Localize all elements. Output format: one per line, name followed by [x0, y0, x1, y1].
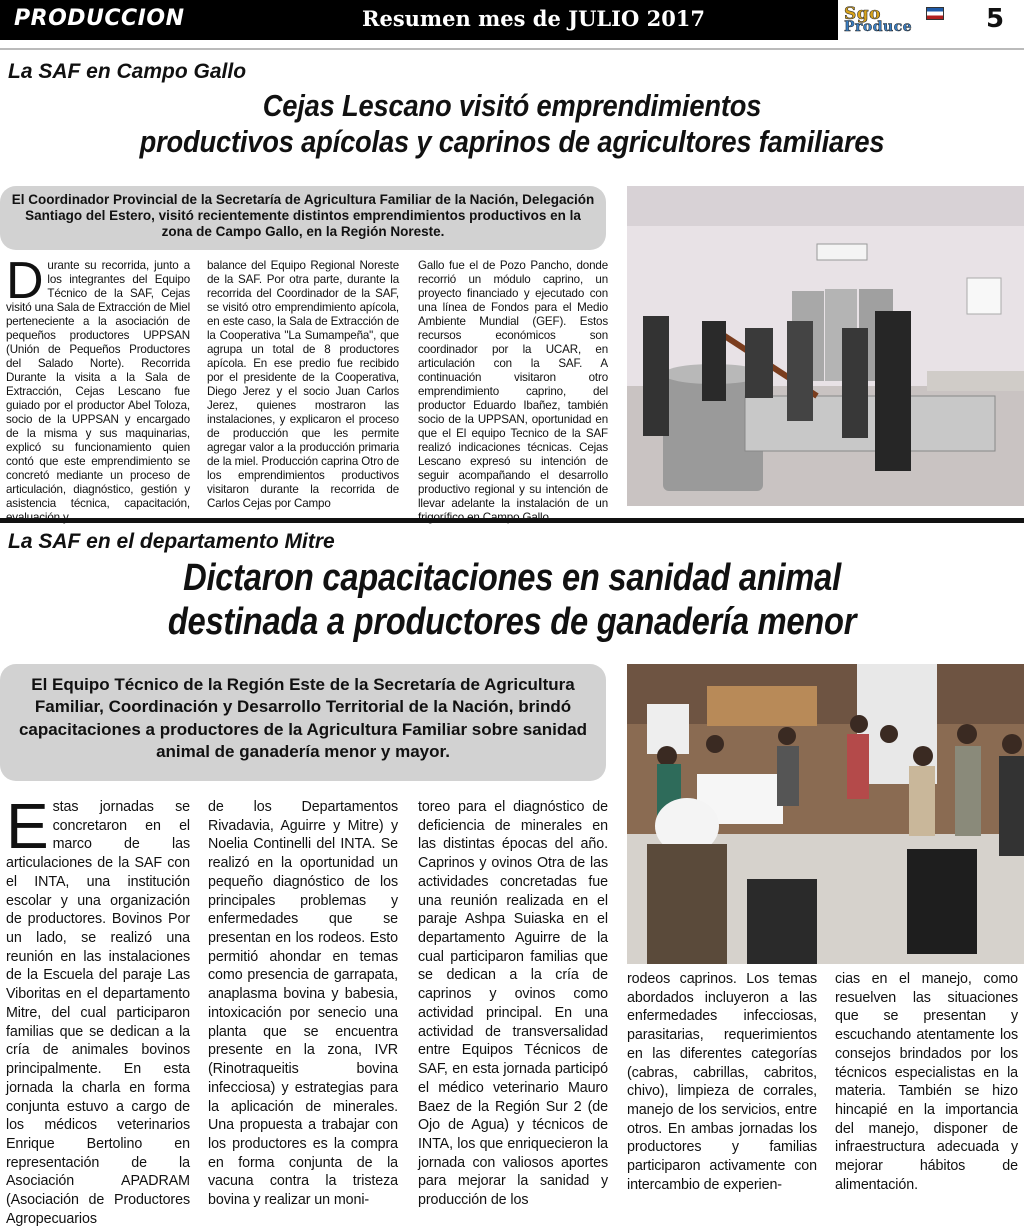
page-number: 5: [986, 4, 1005, 34]
article1-photo: [627, 186, 1024, 506]
article1-headline-line1: Cejas Lescano visitó emprendimientos: [262, 88, 762, 123]
article2-kicker: La SAF en el departamento Mitre: [8, 530, 335, 553]
page-header: [0, 0, 1024, 40]
section-label: PRODUCCION: [14, 6, 185, 31]
header-rule: [0, 48, 1024, 50]
article1-kicker: La SAF en Campo Gallo: [8, 60, 247, 83]
flag-icon: [926, 7, 944, 20]
article2-dropcap: E: [6, 790, 49, 862]
article2-column-5: cias en el manejo, como resuelven las situaciones que se presentan y escuchando atentamente los consejos brindados por los técnicos especialistas en la materia. También se hizo hincapié en la importancia del manejo, disponer de infraestructura adecuada y mejorar hábitos de alimentación.: [835, 971, 1018, 1193]
honey-extraction-room-photo-icon: [627, 186, 1024, 506]
article2-headline-line1: Dictaron capacitaciones en sanidad animal: [183, 557, 841, 599]
article2-headline-line2: destinada a productores de ganadería menor: [167, 601, 857, 644]
logo-text-bottom: Produce: [844, 19, 913, 35]
article2-column-1: [6, 790, 190, 1227]
publication-logo: [842, 4, 960, 36]
article1-column-1: [6, 252, 190, 511]
article2-photo: [627, 664, 1024, 964]
article1-col1-text: urante su recorrida, junto a los integrantes del Equipo Técnico de la SAF, Cejas visitó una Sala de Extracción de Miel perteneciente a la asociación de pequeños productores UPPSAN (Unión de Pequeños Productores del Salado Norte). Recorrida Durante la visita a la Sala de Extracción, Cejas Lescano fue guiado por el productor Abel Toloza, socio de la UPPSAN y encargado de la misma y sus maquinarias, explicó su funcionamiento quien contó que este emprendimiento se concretó mediante un proceso de articulación, diagnóstico, gestión y asistencia técnica, capacitación,: [6, 259, 190, 511]
article2-column-2: de los Departamentos Rivadavia, Aguirre y Mitre) y Noelia Continelli del INTA. Se realizó en la oportunidad un pequeño diagnóstico de los principales problemas y enfermedades que se presentan en los rodeos. Esto permitió ahondar en temas como presencia de garrapata, anaplasma bovina y babesia, intoxicación por senecio una planta que se encuentra presente en la zona, IVR (Rinotraqueitis bovina infecciosa) y estrategias para la aplicación de minerales. Una propuesta a trabajar con los productores es la compra en forma conjunta de la vacuna contra la tristeza bovina y realizar un moni-: [208, 799, 398, 1209]
article-divider: [0, 518, 1024, 523]
article1-headline: [61, 88, 962, 160]
article2-lead: El Equipo Técnico de la Región Este de la Secretaría de Agricultura Familiar, Coordinación y Desarrollo Territorial de la Nación, brindó capacitaciones a productores de la Agricultura Familiar sobre sanidad animal de ganadería menor y mayor.: [0, 664, 606, 781]
article1-dropcap: D: [6, 252, 44, 310]
article1-column-3: Gallo fue el de Pozo Pancho, donde recorrió un módulo caprino, un proyecto financiado y ejecutado con una línea de Fondos para el Medio Ambiente Mundial (GEF). Estos recursos económicos son coordinador por la UCAR, en articulación con la SAF. A continuación visitaron otro emprendimiento caprino, del productor Eduardo Ibañez, también socio de la UPPSAN, oportunidad en que el El equipo Tecnico de la SAF realizó indicaciones técnicas. Cejas Lescano expresó su intención de seguir acompañando el desarrollo productivo regional y su intención de llevar adelante la instalación de un: [418, 259, 608, 511]
logo-text-top: Sgo: [844, 4, 882, 24]
article1-lead: El Coordinador Provincial de la Secretaría de Agricultura Familiar de la Nación, Delegación Santiago del Estero, visitó recientemente distintos emprendimientos productivos en la zona de Campo Gallo, en la Región Noreste.: [0, 186, 606, 250]
article2-col1-text: stas jornadas se concretaron en el marco de las articulaciones de la SAF con el INTA, una institución escolar y una organización de productores. Bovinos Por un lado, se realizó una reunión en las instalaciones de la Escuela del paraje Las Viboritas en el departamento Mitre, del cual participaron familias que se dedican a la cría de animales bovinos principalmente. En esta jornada la charla en forma conjunta estuvo a cargo de los médicos veterinarios Enrique Bertolino en representación de la Asociación APADRAM (Asociación de Productores Agropecuarios: [6, 799, 190, 1227]
article2-column-4: rodeos caprinos. Los temas abordados incluyeron a las enfermedades infecciosas, parasitarias, requerimientos en las diferentes categorías (cabras, cabrillas, cabritos, chivo), limpieza de corrales, manejo de los servicios, entre otros. En ambas jornadas los productores y familias participaron activamente con intercambio de experien-: [627, 971, 817, 1193]
article1-column-2: balance del Equipo Regional Noreste de la SAF. Por otra parte, durante la recorrida del Coordinador de la SAF, se visitó otro emprendimiento apícola, en este caso, la Sala de Extracción de la Cooperativa "La Sumampeña", que agrupa un total de 8 productores apícola. En ese predio fue recibido por el presidente de la Cooperativa, Diego Jerez y el socio Juan Carlos Jerez, quienes mostraron las instalaciones, y explicaron el proceso de producción que les permite agregar valor a la producción primaria de la miel. Producción caprina Otro de los emprendimientos productivos visitaron durante la recorrida de Carlos Cejas por Campo: [207, 259, 399, 511]
article1-headline-line2: productivos apícolas y caprinos de agricultores familiares: [139, 123, 885, 159]
training-meeting-photo-icon: [627, 664, 1024, 964]
article2-column-3: toreo para el diagnóstico de deficiencia de minerales en las distintas épocas del año. Caprinos y ovinos Otra de las actividades concretadas fue una reunión realizada en el paraje Ashpa Suiaska en el departamento Aguirre de la cual participaron familias que se dedican a la cría de caprinos y ovinos como actividad principal. En una actividad de transversalidad entre Equipos Técnicos de SAF, en esta jornada participó el médico veterinario Mauro Baez de la Región Sur 2 (de Ojo de Agua) y técnicos de INTA, los que enriquecieron la jornada con valiosos aportes para mejorar la sanidad y producción de los: [418, 799, 608, 1209]
article2-headline: [72, 556, 953, 644]
issue-title: Resumen mes de JULIO 2017: [362, 6, 706, 31]
